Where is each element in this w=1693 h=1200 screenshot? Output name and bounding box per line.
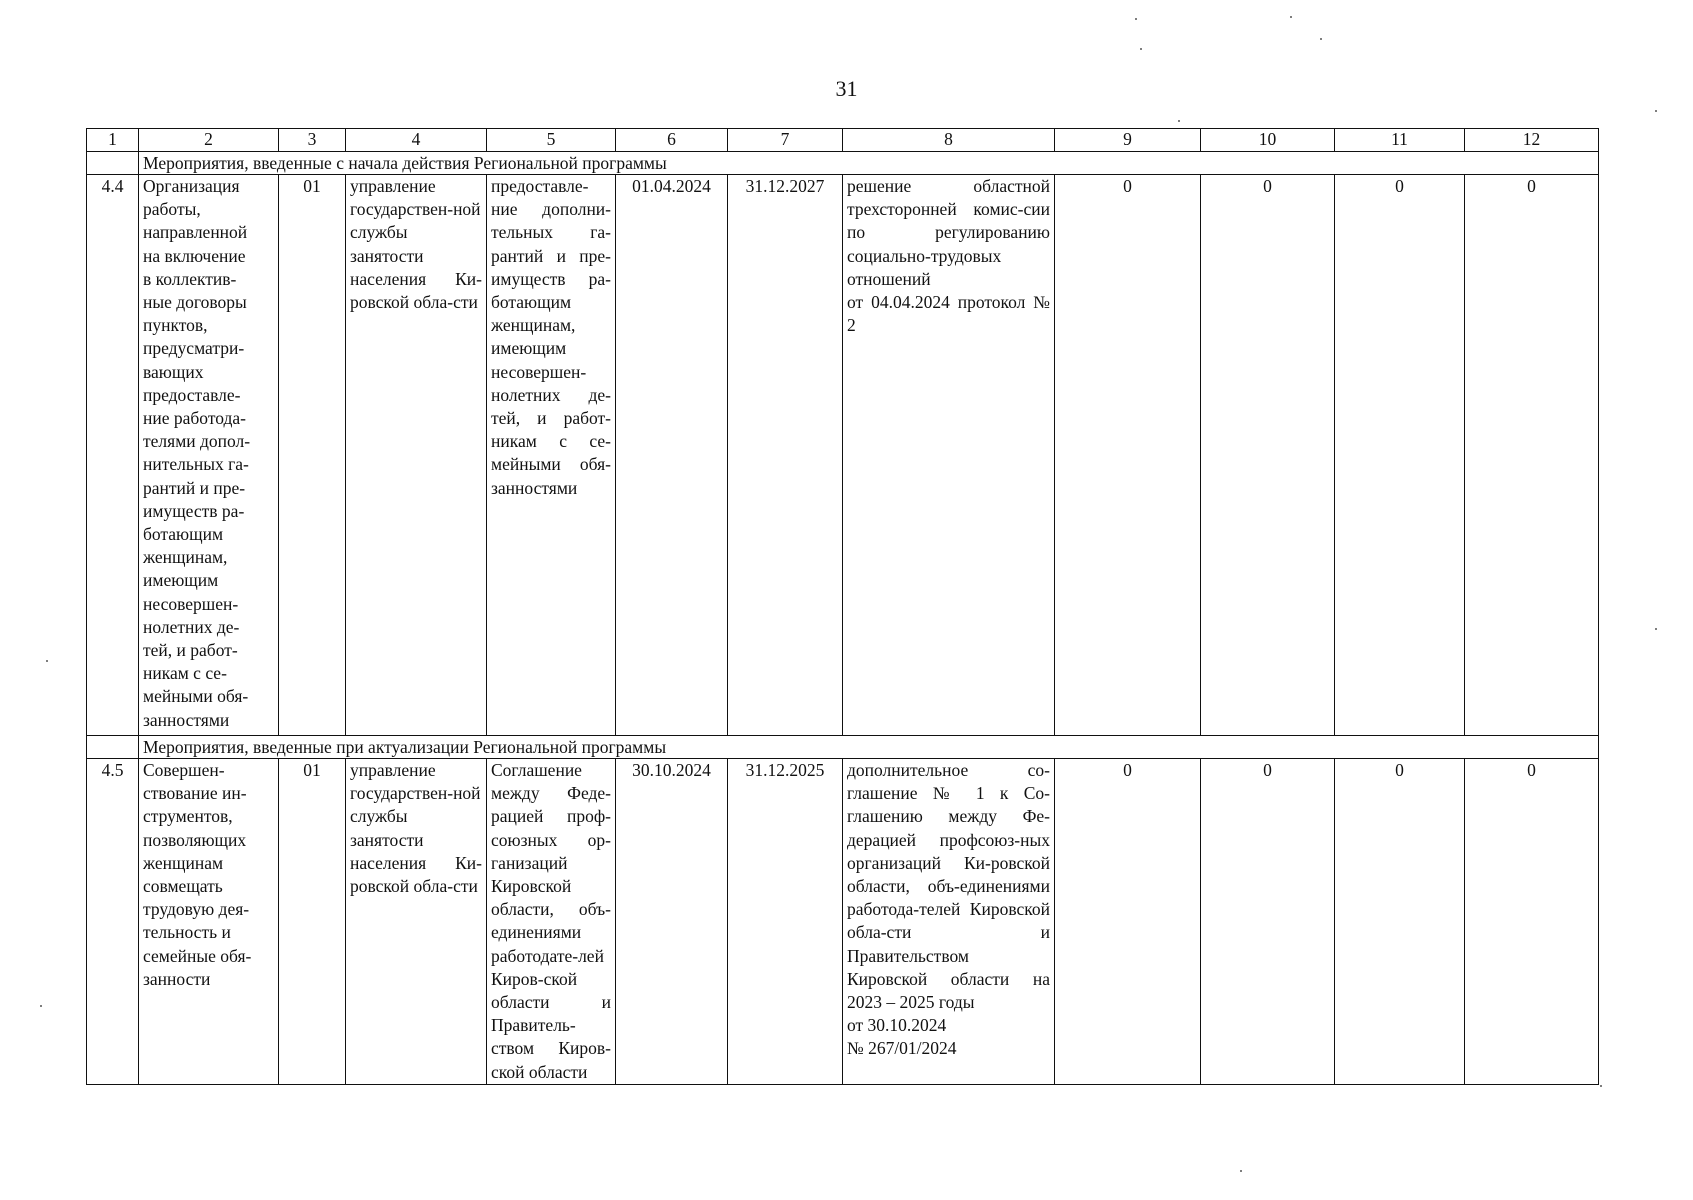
value-cell: 0 (1055, 175, 1201, 736)
document-cell: решение областной трехсторонней комис-сии по регулированию социально-трудовых отношений от 04.04.2024 протокол № 2 (843, 175, 1055, 736)
executor-cell: управление государствен-ной службы занятости населения Ки-ровской обла-сти (346, 759, 487, 1085)
scan-speck (1600, 1085, 1602, 1087)
scan-speck (40, 1005, 42, 1007)
column-header: 5 (487, 129, 616, 152)
scan-speck (1290, 16, 1292, 18)
page-number: 31 (835, 76, 858, 101)
column-header: 8 (843, 129, 1055, 152)
end-date: 31.12.2027 (728, 175, 843, 736)
scan-speck (1655, 110, 1657, 112)
scan-speck (1655, 628, 1657, 630)
code-cell: 01 (279, 759, 346, 1085)
value-cell: 0 (1335, 175, 1465, 736)
column-header: 4 (346, 129, 487, 152)
row-number: 4.4 (87, 175, 139, 736)
start-date: 30.10.2024 (616, 759, 728, 1085)
table-row (87, 759, 1599, 1085)
activities-table (86, 128, 1599, 1085)
section-title: Мероприятия, введенные с начала действия Региональной программы (139, 152, 1599, 175)
value-cell: 0 (1055, 759, 1201, 1085)
executor-cell: управление государствен-ной службы занятости населения Ки-ровской обла-сти (346, 175, 487, 736)
section-header-row (87, 152, 1599, 175)
code-cell: 01 (279, 175, 346, 736)
column-header: 12 (1465, 129, 1599, 152)
scan-speck (1140, 48, 1142, 50)
scan-speck (1320, 38, 1322, 40)
column-header: 6 (616, 129, 728, 152)
result-cell: предоставле-ние дополни-тельных га-рантий и пре-имуществ ра-ботающим женщинам, имеющим несовершен-нолетних де-тей, и работ-никам с се-мейными обя-занностями (487, 175, 616, 736)
scan-speck (1240, 1170, 1242, 1172)
column-header: 3 (279, 129, 346, 152)
column-header: 2 (139, 129, 279, 152)
row-number: 4.5 (87, 759, 139, 1085)
section-header-row (87, 736, 1599, 759)
value-cell: 0 (1465, 759, 1599, 1085)
table-row (87, 175, 1599, 736)
scan-speck (1178, 120, 1180, 122)
column-header: 1 (87, 129, 139, 152)
value-cell: 0 (1465, 175, 1599, 736)
value-cell: 0 (1335, 759, 1465, 1085)
activity-name: Совершен- ствование ин- струментов, позволяющих женщинам совмещать трудовую дея- тельность и семейные обя- занности (139, 759, 279, 1085)
column-header: 11 (1335, 129, 1465, 152)
document-cell: дополнительное со-глашение № 1 к Со-глашению между Фе-дерацией профсоюз-ных организаций Ки-ровской области, объ-единениями работода-телей Кировской обла-сти и Правительством Кировской области на 2023 – 2025 годы от 30.10.2024 № 267/01/2024 (843, 759, 1055, 1085)
value-cell: 0 (1201, 759, 1335, 1085)
scan-speck (1135, 18, 1137, 20)
start-date: 01.04.2024 (616, 175, 728, 736)
value-cell: 0 (1201, 175, 1335, 736)
result-cell: Соглашение между Феде-рацией проф-союзных ор-ганизаций Кировской области, объ-единениями работодате-лей Киров-ской области и Правитель-ством Киров-ской области (487, 759, 616, 1085)
activity-name: Организация работы, направленной на включение в коллектив- ные договоры пунктов, предусматри- вающих предоставле- ние работода- телями допол- нительных га- рантий и пре- имуществ ра- ботающим женщинам, имеющим несовершен- нолетних де- тей, и работ- никам с се- мейными обя- занностями (139, 175, 279, 736)
column-header: 9 (1055, 129, 1201, 152)
end-date: 31.12.2025 (728, 759, 843, 1085)
column-number-row (87, 129, 1599, 152)
column-header: 7 (728, 129, 843, 152)
column-header: 10 (1201, 129, 1335, 152)
section-title: Мероприятия, введенные при актуализации Региональной программы (139, 736, 1599, 759)
scan-speck (46, 660, 48, 662)
